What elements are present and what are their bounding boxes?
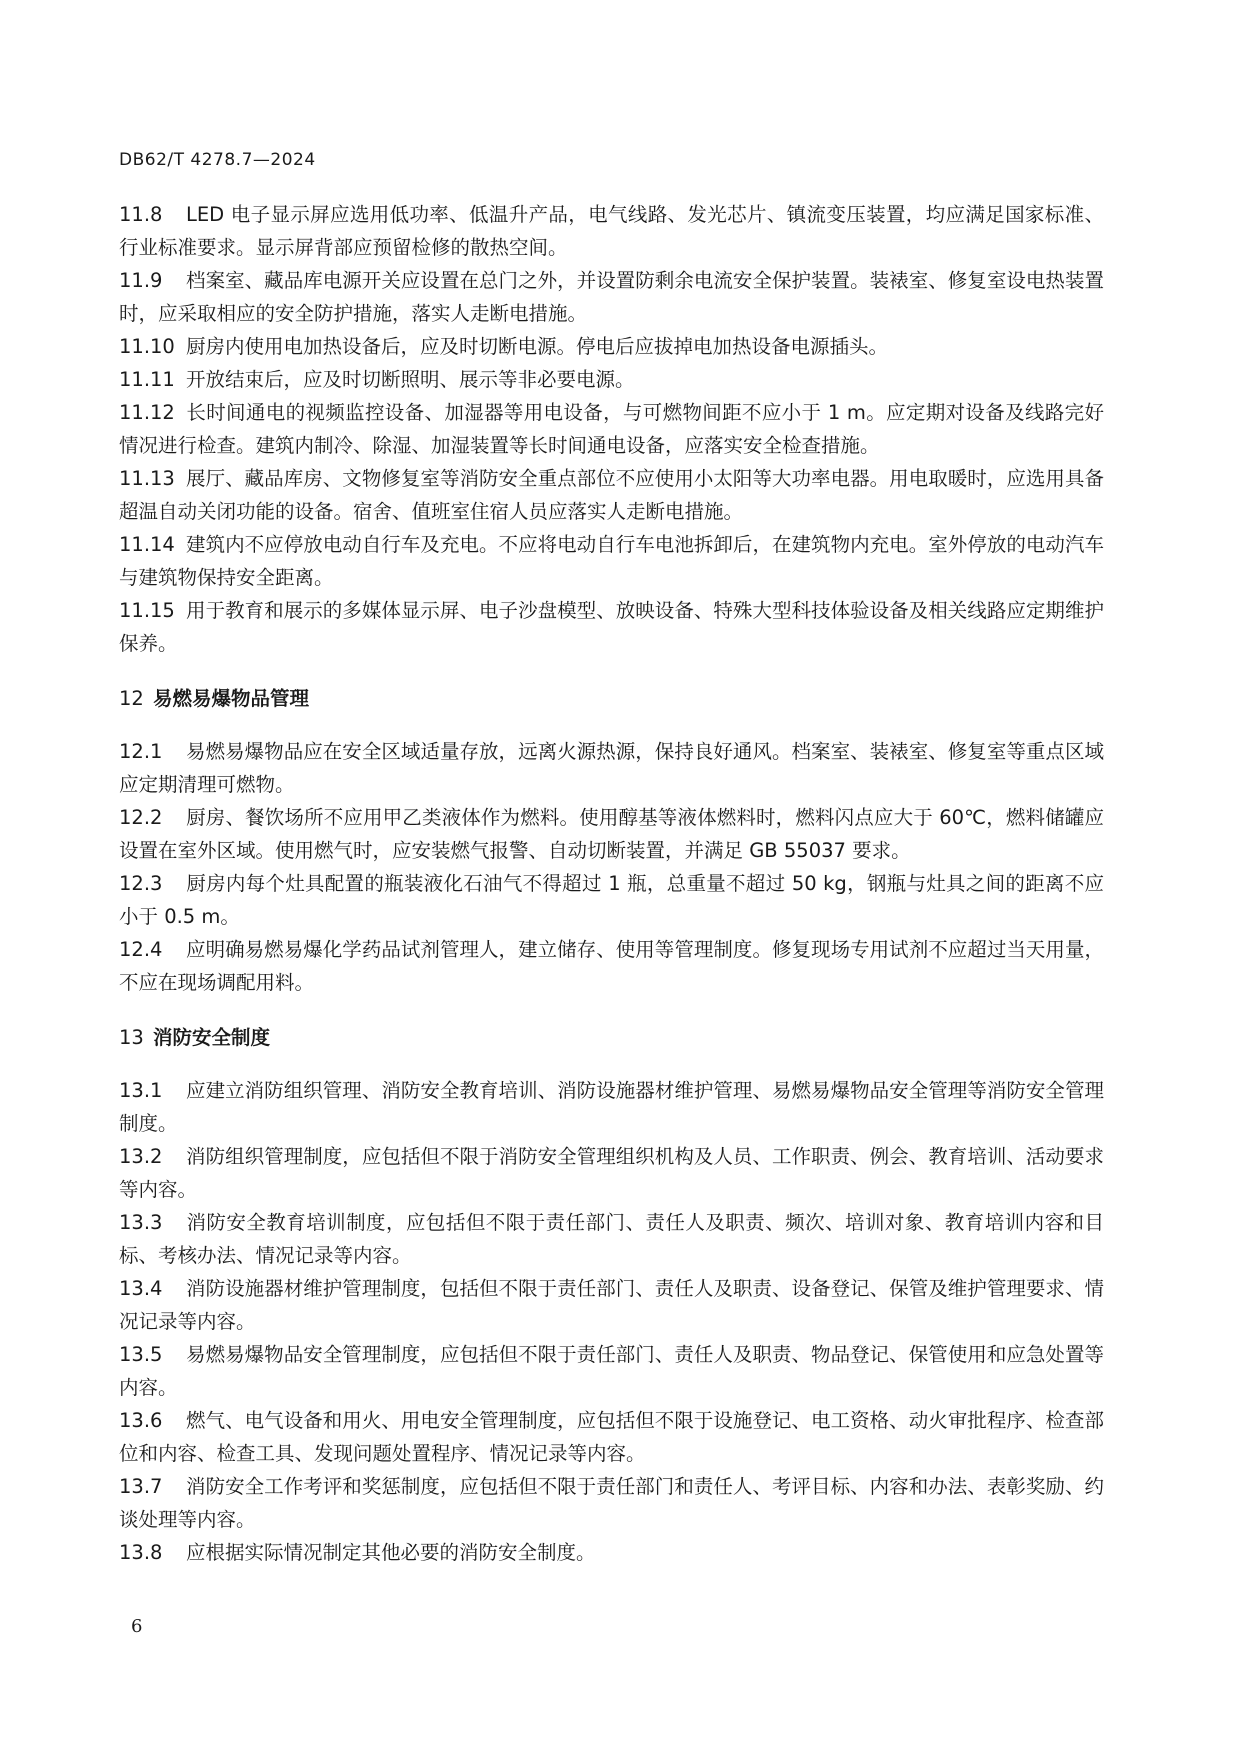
clause-number: 11.12: [119, 401, 175, 424]
clause-number: 12.4: [119, 938, 163, 961]
clause-number: 13.7: [119, 1475, 163, 1498]
section-12-heading: [119, 682, 1104, 715]
clause-text: 消防安全教育培训制度，应包括但不限于责任部门、责任人及职责、频次、培训对象、教育培训内容和目标、考核办法、情况记录等内容。: [119, 1211, 1104, 1267]
clause-11-9: [119, 264, 1104, 330]
clause-number: 13.3: [119, 1211, 163, 1234]
section-number: 13: [119, 1026, 144, 1049]
clause-13-3: [119, 1206, 1104, 1272]
clause-number: 13.2: [119, 1145, 163, 1168]
clause-number: 13.5: [119, 1343, 163, 1366]
clause-number: 12.3: [119, 872, 163, 895]
clause-13-7: [119, 1470, 1104, 1536]
clause-13-8: [119, 1536, 1104, 1569]
clause-number: 13.1: [119, 1079, 163, 1102]
page-number: 6: [131, 1616, 143, 1637]
clause-text: 应建立消防组织管理、消防安全教育培训、消防设施器材维护管理、易燃易爆物品安全管理等消防安全管理制度。: [119, 1079, 1104, 1135]
clause-number: 11.9: [119, 269, 163, 292]
clause-13-1: [119, 1074, 1104, 1140]
section-11-clauses: [119, 198, 1104, 660]
clause-11-15: [119, 594, 1104, 660]
clause-number: 11.13: [119, 467, 175, 490]
clause-12-2: [119, 801, 1104, 867]
clause-12-1: [119, 735, 1104, 801]
clause-text: 消防设施器材维护管理制度，包括但不限于责任部门、责任人及职责、设备登记、保管及维护管理要求、情况记录等内容。: [119, 1277, 1104, 1333]
document-body: [119, 198, 1104, 1569]
section-13-heading: [119, 1021, 1104, 1054]
clause-11-12: [119, 396, 1104, 462]
clause-text: 厨房内使用电加热设备后，应及时切断电源。停电后应拔掉电加热设备电源插头。: [186, 335, 889, 358]
clause-text: 应明确易燃易爆化学药品试剂管理人，建立储存、使用等管理制度。修复现场专用试剂不应超过当天用量，不应在现场调配用料。: [119, 938, 1104, 994]
clause-text: 消防安全工作考评和奖惩制度，应包括但不限于责任部门和责任人、考评目标、内容和办法、表彰奖励、约谈处理等内容。: [119, 1475, 1104, 1531]
clause-11-11: [119, 363, 1104, 396]
section-title: 易燃易爆物品管理: [153, 687, 310, 710]
clause-number: 11.8: [119, 203, 163, 226]
clause-number: 11.11: [119, 368, 175, 391]
clause-11-10: [119, 330, 1104, 363]
clause-number: 13.4: [119, 1277, 163, 1300]
clause-13-6: [119, 1404, 1104, 1470]
section-number: 12: [119, 687, 144, 710]
clause-number: 11.14: [119, 533, 175, 556]
clause-11-13: [119, 462, 1104, 528]
clause-number: 11.10: [119, 335, 175, 358]
clause-text: 长时间通电的视频监控设备、加湿器等用电设备，与可燃物间距不应小于 1 m。应定期对设备及线路完好情况进行检查。建筑内制冷、除湿、加湿装置等长时间通电设备，应落实安全检查措施。: [119, 401, 1104, 457]
clause-text: 展厅、藏品库房、文物修复室等消防安全重点部位不应使用小太阳等大功率电器。用电取暖时，应选用具备超温自动关闭功能的设备。宿舍、值班室住宿人员应落实人走断电措施。: [119, 467, 1104, 523]
clause-text: 用于教育和展示的多媒体显示屏、电子沙盘模型、放映设备、特殊大型科技体验设备及相关线路应定期维护保养。: [119, 599, 1104, 655]
clause-text: 档案室、藏品库电源开关应设置在总门之外，并设置防剩余电流安全保护装置。装裱室、修复室设电热装置时，应采取相应的安全防护措施，落实人走断电措施。: [119, 269, 1104, 325]
clause-text: 燃气、电气设备和用火、用电安全管理制度，应包括但不限于设施登记、电工资格、动火审批程序、检查部位和内容、检查工具、发现问题处置程序、情况记录等内容。: [119, 1409, 1104, 1465]
clause-number: 13.8: [119, 1541, 163, 1564]
clause-number: 11.15: [119, 599, 175, 622]
clause-text: 应根据实际情况制定其他必要的消防安全制度。: [186, 1541, 596, 1564]
clause-text: 消防组织管理制度，应包括但不限于消防安全管理组织机构及人员、工作职责、例会、教育培训、活动要求等内容。: [119, 1145, 1104, 1201]
section-12-clauses: [119, 735, 1104, 999]
document-code: DB62/T 4278.7—2024: [119, 150, 316, 170]
clause-number: 12.1: [119, 740, 163, 763]
clause-13-4: [119, 1272, 1104, 1338]
clause-number: 13.6: [119, 1409, 163, 1432]
section-title: 消防安全制度: [153, 1026, 271, 1049]
clause-text: 易燃易爆物品应在安全区域适量存放，远离火源热源，保持良好通风。档案室、装裱室、修复室等重点区域应定期清理可燃物。: [119, 740, 1104, 796]
clause-12-3: [119, 867, 1104, 933]
clause-text: 厨房内每个灶具配置的瓶装液化石油气不得超过 1 瓶，总重量不超过 50 kg，钢瓶与灶具之间的距离不应小于 0.5 m。: [119, 872, 1104, 928]
clause-13-2: [119, 1140, 1104, 1206]
clause-text: 易燃易爆物品安全管理制度，应包括但不限于责任部门、责任人及职责、物品登记、保管使用和应急处置等内容。: [119, 1343, 1104, 1399]
clause-number: 12.2: [119, 806, 163, 829]
section-13-clauses: [119, 1074, 1104, 1569]
clause-13-5: [119, 1338, 1104, 1404]
clause-text: 开放结束后，应及时切断照明、展示等非必要电源。: [186, 368, 635, 391]
clause-11-8: [119, 198, 1104, 264]
clause-text: LED 电子显示屏应选用低功率、低温升产品，电气线路、发光芯片、镇流变压装置，均应满足国家标准、行业标准要求。显示屏背部应预留检修的散热空间。: [119, 203, 1104, 259]
clause-text: 建筑内不应停放电动自行车及充电。不应将电动自行车电池拆卸后，在建筑物内充电。室外停放的电动汽车与建筑物保持安全距离。: [119, 533, 1104, 589]
clause-12-4: [119, 933, 1104, 999]
clause-11-14: [119, 528, 1104, 594]
clause-text: 厨房、餐饮场所不应用甲乙类液体作为燃料。使用醇基等液体燃料时，燃料闪点应大于 60℃，燃料储罐应设置在室外区域。使用燃气时，应安装燃气报警、自动切断装置，并满足 GB 55037 要求。: [119, 806, 1104, 862]
